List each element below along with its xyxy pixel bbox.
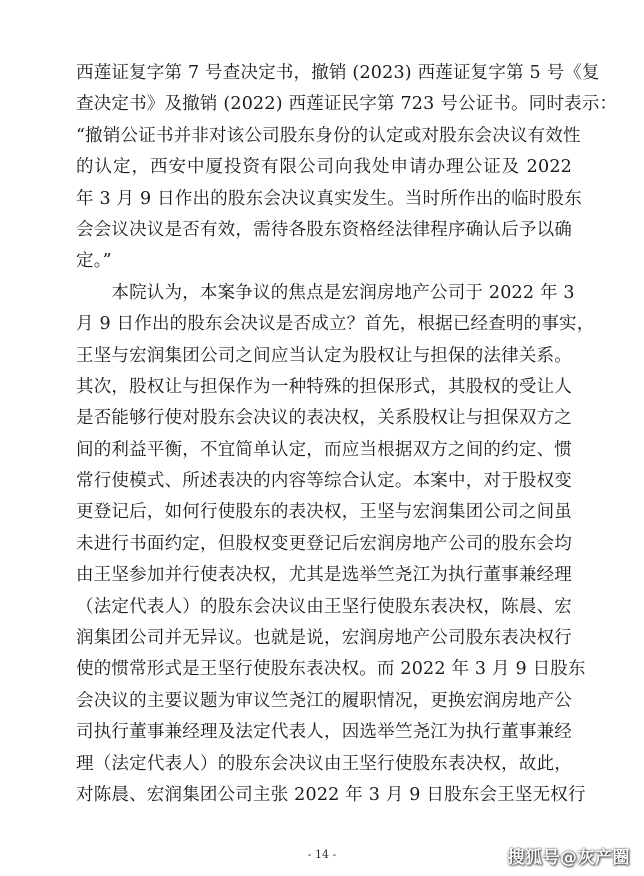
text-line: 间的利益平衡，不宜简单认定，而应当根据双方之间的约定、惯 <box>76 439 572 460</box>
text-line: 司执行董事兼经理及法定代表人，因选举竺尧江为执行董事兼经 <box>76 722 572 743</box>
text-line: 西莲证复字第 7 号查决定书，撤销 (2023) 西莲证复字第 5 号《复 <box>76 63 600 83</box>
text-line: 常行使模式、所述表决的内容等综合认定。本案中，对于股权变 <box>76 471 572 492</box>
watermark: 搜狐号@灰产圈 <box>507 848 630 868</box>
page-number: - 14 - <box>307 848 337 861</box>
text-line: 会决议的主要议题为审议竺尧江的履职情况，更换宏润房地产公 <box>76 690 572 711</box>
text-line: 其次，股权让与担保作为一种特殊的担保形式，其股权的受让人 <box>76 376 572 397</box>
text-line: 查决定书》及撤销 (2022) 西莲证民字第 723 号公证书。同时表示： <box>76 94 618 115</box>
text-line: 年 3 月 9 日作出的股东会决议真实发生。当时所作出的临时股东 <box>76 188 582 209</box>
text-line: 会会议决议是否有效，需待各股东资格经法律程序确认后予以确 <box>76 219 572 240</box>
text-line: “撤销公证书并非对该公司股东身份的认定或对股东会决议有效性 <box>76 125 581 146</box>
text-line: 的认定，西安中厦投资有限公司向我处申请办理公证及 2022 <box>76 157 572 178</box>
text-line: 理（法定代表人）的股东会决议由王坚行使股东表决权，故此， <box>76 753 572 774</box>
text-line: 本院认为，本案争议的焦点是宏润房地产公司于 2022 年 3 <box>76 282 575 303</box>
document-body <box>76 58 618 811</box>
text-line: 更登记后，如何行使股东的表决权，王坚与宏润集团公司之间虽 <box>76 502 572 523</box>
text-line: （法定代表人）的股东会决议由王坚行使股东表决权，陈晨、宏 <box>76 596 572 617</box>
text-line: 未进行书面约定，但股权变更登记后宏润房地产公司的股东会均 <box>76 533 572 554</box>
text-line: 王坚与宏润集团公司之间应当认定为股权让与担保的法律关系。 <box>76 345 572 366</box>
text-line: 月 9 日作出的股东会决议是否成立？首先，根据已经查明的事实， <box>76 314 595 335</box>
text-line: 由王坚参加并行使表决权，尤其是选举竺尧江为执行董事兼经理 <box>76 565 572 586</box>
text-line: 润集团公司并无异议。也就是说，宏润房地产公司股东表决权行 <box>76 628 572 649</box>
text-line: 是否能够行使对股东会决议的表决权，关系股权让与担保双方之 <box>76 408 572 429</box>
text-line: 使的惯常形式是王坚行使股东表决权。而 2022 年 3 月 9 日股东 <box>76 659 586 680</box>
text-line: 定。” <box>76 251 112 272</box>
text-line: 对陈晨、宏润集团公司主张 2022 年 3 月 9 日股东会王坚无权行 <box>76 784 586 805</box>
